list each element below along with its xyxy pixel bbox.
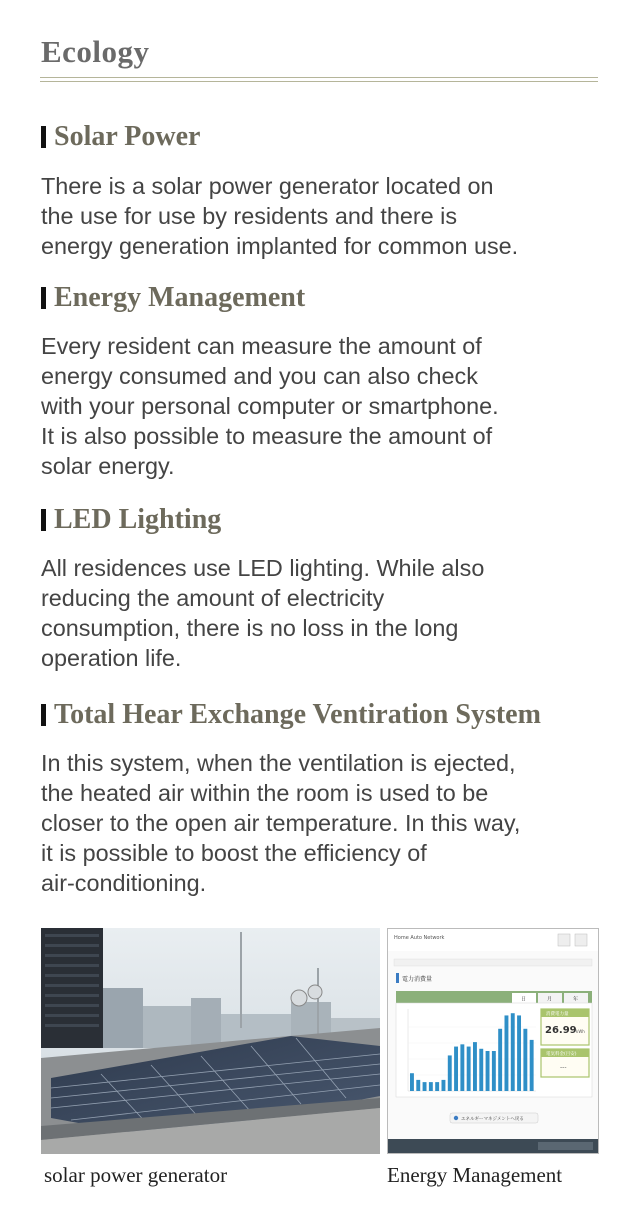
chart-bar (435, 1082, 439, 1091)
screen-caption: Energy Management (387, 1163, 563, 1187)
tab-day[interactable]: 日 (521, 996, 527, 1003)
energy-management-screenshot (387, 928, 599, 1154)
chart-bar (498, 1029, 502, 1091)
settings-icon (558, 934, 570, 946)
svg-text:kWh: kWh (576, 1029, 585, 1034)
svg-text:電気料金(目安): 電気料金(目安) (546, 1052, 577, 1057)
footer-select[interactable] (538, 1142, 593, 1150)
chart-bar (460, 1044, 464, 1091)
chart-bar (442, 1080, 446, 1091)
heading-bar (41, 126, 46, 148)
photo-caption: solar power generator (44, 1163, 228, 1187)
chart-bar (448, 1055, 452, 1091)
chart-bar (523, 1029, 527, 1091)
text-led-lighting: All residences use LED lighting. While also reducing the amount of electricity consumption, there is no loss in the long operation life. (41, 555, 485, 671)
heading-bar (41, 509, 46, 531)
chart-bar (467, 1047, 471, 1091)
heading-bar (41, 704, 46, 726)
chart-bar (530, 1040, 534, 1091)
tab-month[interactable]: 月 (547, 996, 553, 1003)
svg-text:消費電力量: 消費電力量 (546, 1012, 569, 1017)
app-title: Home Auto Network (394, 935, 445, 941)
title-rule (40, 77, 598, 78)
svg-text:---: --- (560, 1064, 567, 1071)
chart-bar (429, 1082, 433, 1091)
text-energy-management: Every resident can measure the amount of energy consumed and you can also check with your personal computer or smartphone. It is also possible to measure the amount of solar energy. (41, 333, 499, 479)
date-bar (396, 991, 592, 1003)
tab-year[interactable]: 年 (573, 996, 579, 1003)
text-solar-power: There is a solar power generator located on the use for use by residents and there is energy generation implanted for common use. (41, 173, 519, 259)
heading-led-lighting: LED Lighting (41, 505, 221, 535)
chart-bar (454, 1047, 458, 1091)
chart-bar (479, 1049, 483, 1091)
chart-bar (423, 1082, 427, 1091)
chart-bar (505, 1015, 509, 1091)
heading-energy-management: Energy Management (41, 283, 305, 313)
chart-bar (473, 1042, 477, 1091)
period-tabs (512, 993, 588, 1003)
heading-bar (41, 287, 46, 309)
logout-icon (575, 934, 587, 946)
heading-solar-power: Solar Power (41, 122, 200, 152)
chart-bar (492, 1051, 496, 1091)
chart-bar (511, 1013, 515, 1091)
chart-bar (416, 1080, 420, 1091)
arrow-icon (454, 1116, 458, 1120)
text-ventilation-system: In this system, when the ventilation is ejected, the heated air within the room is used to be closer to the open air temperature. In this way, it is possible to boost the efficiency of air-conditioning. (41, 750, 521, 896)
title-rule-double (40, 81, 598, 82)
page-title: Ecology (41, 34, 150, 69)
chart-bar (410, 1073, 414, 1091)
section-title: 電力消費量 (402, 976, 433, 983)
heading-ventilation-system: Total Hear Exchange Ventiration System (41, 700, 541, 730)
usage-value: 26.99 (545, 1025, 577, 1036)
breadcrumb (394, 959, 592, 966)
chart-bar (486, 1051, 490, 1091)
svg-text:エネルギーマネジメントへ戻る: エネルギーマネジメントへ戻る (461, 1117, 524, 1122)
solar-panel-photo (41, 928, 380, 1154)
chart-bar (517, 1015, 521, 1091)
